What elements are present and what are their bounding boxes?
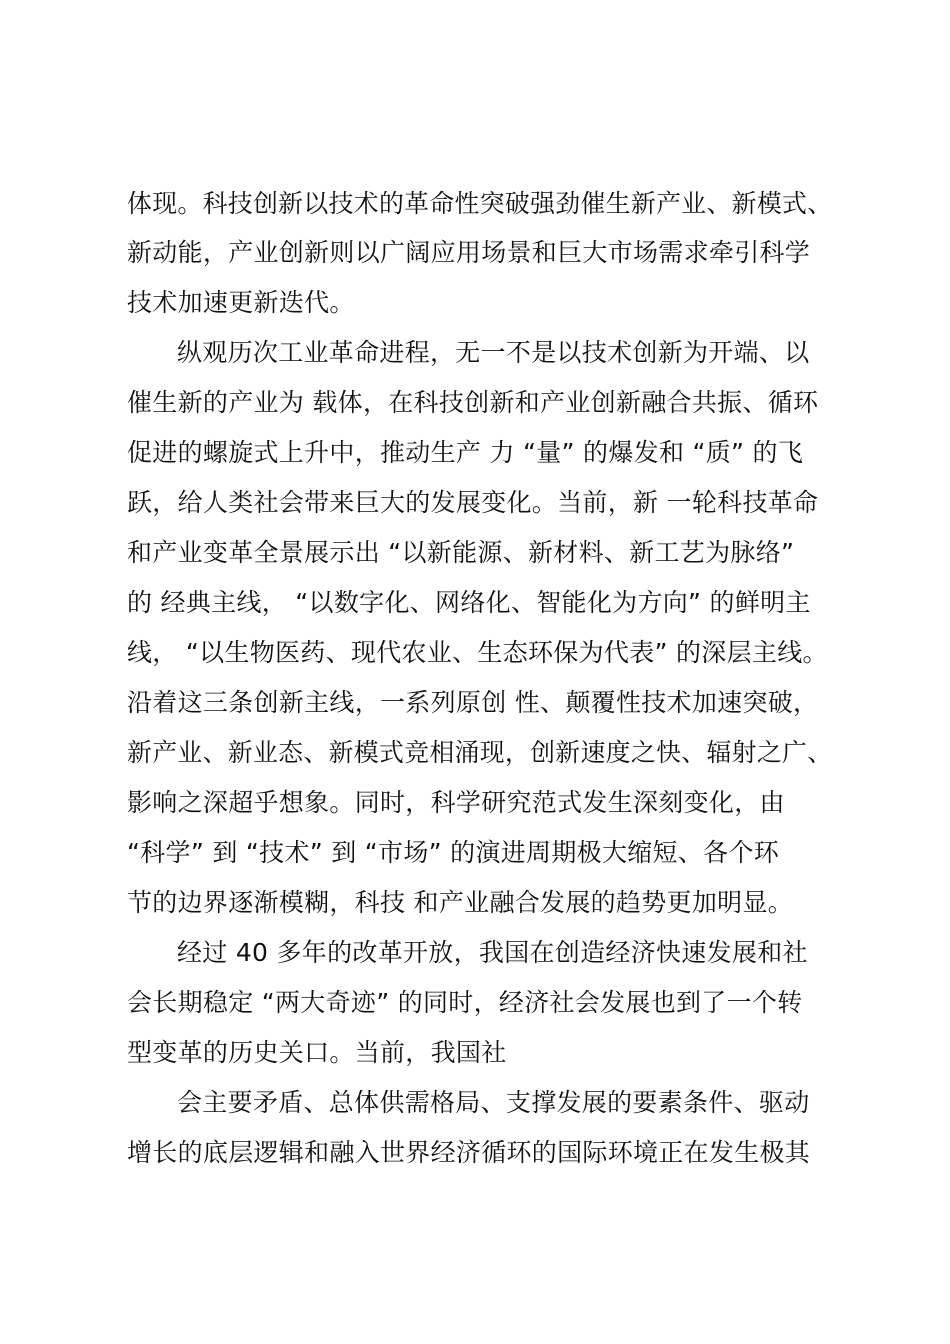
text-line: 经过 40 多年的改革开放，我国在创造经济快速发展和社 [177, 938, 808, 967]
text-line: 影响之深超乎想象。同时，科学研究范式发生深刻变化，由 [127, 788, 785, 817]
text-line: “科学” 到 “技术” 到 “市场” 的演进周期极大缩短、各个环 [127, 838, 780, 867]
text-line: 新动能，产业创新则以广阔应用场景和巨大市场需求牵引科学 [127, 238, 811, 267]
text-line: 新产业、新业态、新模式竞相涌现，创新速度之快、辐射之广、 [127, 738, 833, 767]
text-line: 和产业变革全景展示出 “以新能源、新材料、新工艺为脉络” [127, 538, 795, 567]
text-line: 会长期稳定 “两大奇迹” 的同时，经济社会发展也到了一个转 [127, 988, 803, 1017]
text-line: 型变革的历史关口。当前，我国社 [127, 1038, 507, 1067]
text-line: 促进的螺旋式上升中，推动生产 力 “量” 的爆发和 “质” 的飞 [127, 438, 804, 467]
text-line: 体现。科技创新以技术的革命性突破强劲催生新产业、新模式、 [127, 189, 833, 218]
text-line: 跃，给人类社会带来巨大的发展变化。当前，新 一轮科技革命 [127, 488, 819, 517]
text-line: 纵观历次工业革命进程，无一不是以技术创新为开端、以 [177, 338, 810, 367]
text-line: 的 经典主线， “以数字化、网络化、智能化为方向” 的鲜明主 [127, 588, 811, 617]
text-line: 沿着这三条创新主线，一系列原创 性、颠覆性技术加速突破， [127, 688, 819, 717]
text-line: 节的边界逐渐模糊，科技 和产业融合发展的趋势更加明显。 [127, 888, 794, 917]
text-line: 增长的底层逻辑和融入世界经济循环的国际环境正在发生极其 [127, 1138, 811, 1167]
text-line: 会主要矛盾、总体供需格局、支撑发展的要素条件、驱动 [177, 1088, 810, 1117]
text-line: 催生新的产业为 载体，在科技创新和产业创新融合共振、循环 [127, 388, 819, 417]
text-line: 线， “以生物医药、现代农业、生态环保为代表” 的深层主线。 [127, 638, 828, 667]
text-line: 技术加速更新迭代。 [127, 288, 355, 317]
